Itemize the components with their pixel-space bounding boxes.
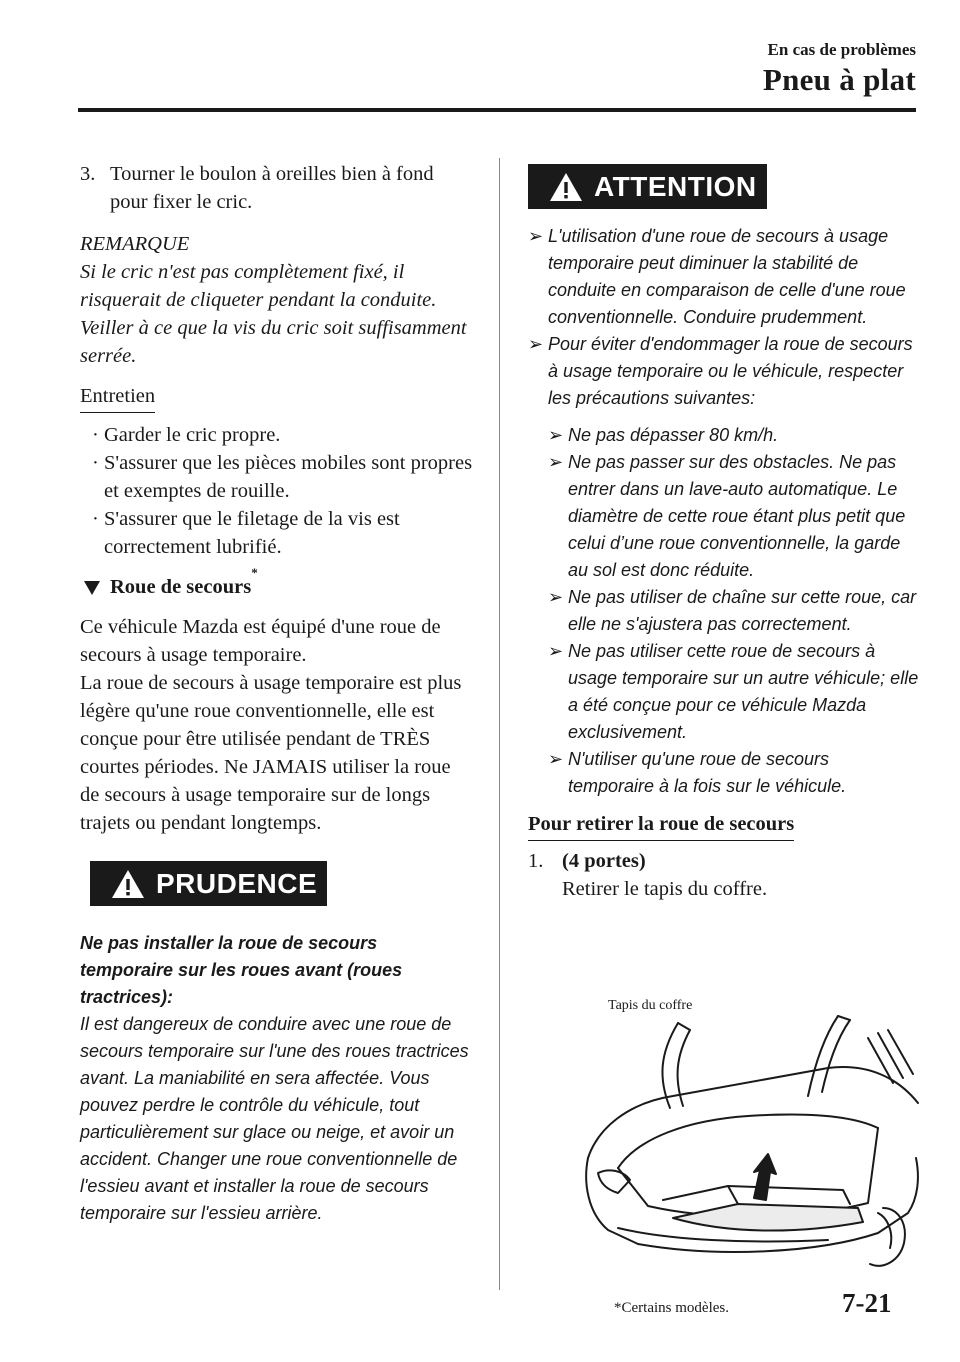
note-block <box>80 230 475 370</box>
list-item: · S'assurer que le filetage de la vis est correctement lubrifié. <box>94 505 475 561</box>
entretien-list <box>80 421 475 561</box>
footer-note: *Certains modèles. <box>614 1300 729 1316</box>
header-rule <box>78 108 916 112</box>
list-item: ➢ Ne pas passer sur des obstacles. Ne pas entrer dans un lave-auto automatique. Le diamètre de cette roue étant plus petit que celui d’une roue conventionnelle, la garde au sol est donc réduite. <box>548 449 920 584</box>
list-item: ➢ Ne pas dépasser 80 km/h. <box>548 422 920 449</box>
note-label: REMARQUE <box>80 233 190 255</box>
step-text: Tourner le boulon à oreilles bien à fond pour fixer le cric. <box>110 163 434 213</box>
trunk-mat-illustration <box>578 1008 923 1280</box>
list-item: ➢ N'utiliser qu'une roue de secours temporaire à la fois sur le véhicule. <box>548 746 920 800</box>
attention-banner <box>528 164 767 209</box>
warning-icon <box>548 171 584 203</box>
right-column <box>528 160 920 1013</box>
arrow-icon: ➢ <box>528 334 544 354</box>
list-item: · Garder le cric propre. <box>94 421 475 449</box>
arrow-icon: ➢ <box>548 587 564 607</box>
arrow-icon: ➢ <box>548 749 564 769</box>
spare-title: Roue de secours <box>110 576 252 598</box>
arrow-icon: ➢ <box>548 452 564 472</box>
spare-heading: Roue de secours * <box>80 573 475 601</box>
list-item: · S'assurer que les pièces mobiles sont propres et exemptes de rouille. <box>94 449 475 505</box>
step-number: 3. <box>80 163 96 185</box>
left-column <box>80 160 475 1227</box>
prudence-banner <box>90 861 327 906</box>
note-text: Si le cric n'est pas complètement fixé, il risquerait de cliqueter pendant la conduite. Veiller à ce que la vis du cric soit suffisamment serrée. <box>80 261 467 367</box>
retire-heading: Pour retirer la roue de secours <box>528 810 794 841</box>
step-3 <box>80 160 475 216</box>
attention-label: ATTENTION <box>594 170 757 202</box>
attention-sublist <box>528 422 920 800</box>
list-item: ➢ Pour éviter d'endommager la roue de secours à usage temporaire ou le véhicule, respecter les précautions suivantes: <box>528 331 920 412</box>
page-header <box>763 40 916 98</box>
arrow-icon: ➢ <box>548 641 564 661</box>
bullet-icon: · <box>92 424 99 446</box>
entretien-heading: Entretien <box>80 382 155 413</box>
list-item: ➢ Ne pas utiliser cette roue de secours à usage temporaire sur un autre véhicule; elle a été conçue pour ce véhicule Mazda exclusivement. <box>548 638 920 746</box>
step-bold-text: (4 portes) <box>562 850 646 872</box>
triangle-down-icon <box>84 581 100 595</box>
bullet-icon: · <box>92 508 99 530</box>
step-text: Retirer le tapis du coffre. <box>562 878 768 900</box>
prudence-bold-text: Ne pas installer la roue de secours temporaire sur les roues avant (roues tractrices): <box>80 932 403 1007</box>
prudence-body <box>80 930 475 1227</box>
header-section: En cas de problèmes <box>767 40 916 59</box>
prudence-label: PRUDENCE <box>156 867 318 899</box>
list-item: ➢ L'utilisation d'une roue de secours à usage temporaire peut diminuer la stabilité de conduite en comparaison de celle d'une roue conventionnelle. Conduire prudemment. <box>528 223 920 331</box>
spare-paragraph-2: La roue de secours à usage temporaire est plus légère qu'une roue conventionnelle, elle est conçue pour être utilisée pendant de TRÈS courtes périodes. Ne JAMAIS utiliser la roue de secours à usage temporaire sur de longs trajets ou pendant longtemps. <box>80 672 462 834</box>
prudence-text: Il est dangereux de conduire avec une roue de secours temporaire sur l'une des roues tractrices avant. La maniabilité en sera affectée. Vous pouvez perdre le contrôle du véhicule, tout particulièrement sur glace ou neige, et avoir un accident. Changer une roue conventionnelle de l'essieu avant et installer la roue de secours temporaire sur l'essieu arrière. <box>80 1013 469 1223</box>
header-title: Pneu à plat <box>762 62 916 97</box>
retire-step-1 <box>528 847 920 903</box>
list-item: ➢ Ne pas utiliser de chaîne sur cette roue, car elle ne s'ajustera pas correctement. <box>548 584 920 638</box>
arrow-icon: ➢ <box>548 425 564 445</box>
page-number: 7-21 <box>842 1288 892 1318</box>
step-number: 1. <box>528 850 544 872</box>
figure-label: Tapis du coffre <box>608 998 693 1013</box>
attention-list <box>528 223 920 800</box>
arrow-icon: ➢ <box>528 226 544 246</box>
column-divider <box>499 158 500 1290</box>
spare-paragraph-1: Ce véhicule Mazda est équipé d'une roue de secours à usage temporaire. <box>80 616 441 666</box>
warning-icon <box>110 868 146 900</box>
bullet-icon: · <box>92 452 99 474</box>
